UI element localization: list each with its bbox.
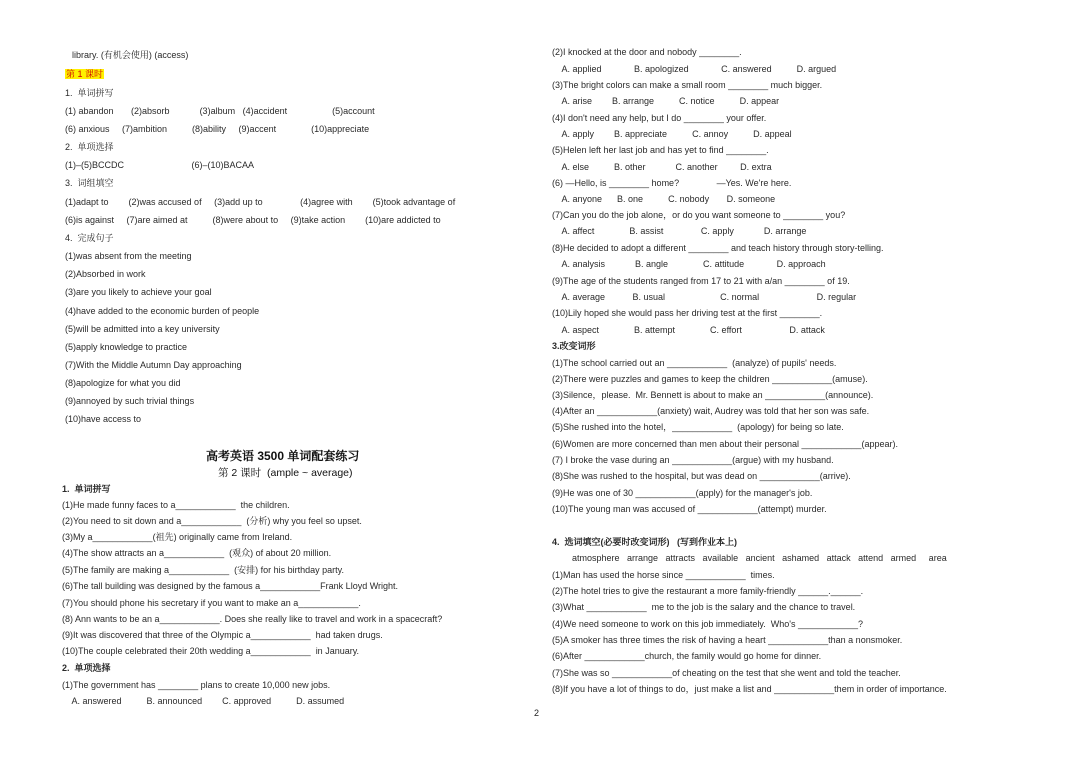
- question: (2)I knocked at the door and nobody ________.: [552, 47, 742, 57]
- question: (6)The tall building was designed by the famous a____________Frank Lloyd Wright.: [62, 581, 399, 591]
- options: A. analysis B. angle C. attitude D. approach: [552, 259, 826, 269]
- options: A. applied B. apologized C. answered D. argued: [552, 64, 837, 74]
- right-column: [540, 0, 1080, 763]
- section-heading: 1. 单词拼写: [65, 88, 114, 98]
- options: A. average B. usual C. normal D. regular: [552, 292, 857, 302]
- options: A. answered B. announced C. approved D. assumed: [62, 696, 345, 706]
- text-line: library. (有机会使用) (access): [72, 50, 189, 60]
- question: (7)Can you do the job alone，or do you want someone to ________ you?: [552, 210, 846, 220]
- question: (10)The young man was accused of ____________(attempt) murder.: [552, 504, 827, 514]
- answer-line: (6)is against (7)are aimed at (8)were about to (9)take action (10)are addicted to: [65, 215, 441, 225]
- question: (9)He was one of 30 ____________(apply) for the manager's job.: [552, 488, 813, 498]
- question: (9)It was discovered that three of the Olympic a____________ had taken drugs.: [62, 630, 383, 640]
- question: (3)My a____________(祖先) originally came from Ireland.: [62, 532, 293, 542]
- answer-line: (6) anxious (7)ambition (8)ability (9)accent (10)appreciate: [65, 124, 370, 134]
- word-bank: atmosphere arrange attracts available ancient ashamed attack attend armed area: [572, 553, 947, 563]
- question: (7)She was so ____________of cheating on the test that she went and told the teacher.: [552, 668, 901, 678]
- answer-line: (3)are you likely to achieve your goal: [65, 287, 212, 297]
- answer-line: (2)Absorbed in work: [65, 269, 146, 279]
- section-heading: 3.改变词形: [552, 341, 596, 351]
- question: (8)She was rushed to the hospital, but was dead on ____________(arrive).: [552, 471, 851, 481]
- options: A. anyone B. one C. nobody D. someone: [552, 194, 776, 204]
- answer-line: (4)have added to the economic burden of people: [65, 306, 260, 316]
- question: (5)The family are making a____________ (安排) for his birthday party.: [62, 565, 344, 575]
- question: (3)Silence，please. Mr. Bennett is about to make an ____________(announce).: [552, 390, 874, 400]
- question: (2)The hotel tries to give the restaurant a more family-friendly ______.______.: [552, 586, 864, 596]
- options: A. else B. other C. another D. extra: [552, 162, 772, 172]
- page-title: 高考英语 3500 单词配套练习: [206, 449, 360, 463]
- question: (8)He decided to adopt a different ________ and teach history through story-telling.: [552, 243, 884, 253]
- answer-line: (1)–(5)BCCDC (6)–(10)BACAA: [65, 160, 255, 170]
- question: (5)A smoker has three times the risk of having a heart ____________than a nonsmoker.: [552, 635, 903, 645]
- answer-line: (8)apologize for what you did: [65, 378, 181, 388]
- lesson-1-heading: [65, 69, 104, 80]
- question: (7)You should phone his secretary if you want to make an a____________.: [62, 598, 361, 608]
- section-heading: 1. 单词拼写: [62, 484, 111, 494]
- question: (9)The age of the students ranged from 17 to 21 with a/an ________ of 19.: [552, 276, 850, 286]
- question: (6)Women are more concerned than men about their personal ____________(appear).: [552, 439, 899, 449]
- question: (5)She rushed into the hotel，____________ (apology) for being so late.: [552, 422, 844, 432]
- section-heading: 2. 单项选择: [65, 142, 114, 152]
- answer-line: (5)apply knowledge to practice: [65, 342, 188, 352]
- question: (4)After an ____________(anxiety) wait, Audrey was told that her son was safe.: [552, 406, 870, 416]
- question: (10)Lily hoped she would pass her driving test at the first ________.: [552, 308, 823, 318]
- question: (8) Ann wants to be an a____________. Does she really like to travel and work in a spacecraft?: [62, 614, 443, 624]
- question: (4)We need someone to work on this job immediately. Who's ____________?: [552, 619, 864, 629]
- options: A. arise B. arrange C. notice D. appear: [552, 96, 780, 106]
- question: (2)There were puzzles and games to keep the children ____________(amuse).: [552, 374, 868, 384]
- answer-line: (5)will be admitted into a key university: [65, 324, 220, 334]
- question: (10)The couple celebrated their 20th wedding a____________ in January.: [62, 646, 360, 656]
- question: (1)He made funny faces to a____________ the children.: [62, 500, 290, 510]
- question: (3)The bright colors can make a small room ________ much bigger.: [552, 80, 823, 90]
- options: A. aspect B. attempt C. effort D. attack: [552, 325, 825, 335]
- section-heading: 4. 选词填空(必要时改变词形) (写到作业本上): [552, 537, 737, 547]
- question: (5)Helen left her last job and has yet to find ________.: [552, 145, 769, 155]
- answer-line: (10)have access to: [65, 414, 142, 424]
- question: (6) —Hello, is ________ home? —Yes. We're here.: [552, 178, 792, 188]
- options: A. affect B. assist C. apply D. arrange: [552, 226, 807, 236]
- question: (6)After ____________church, the family would go home for dinner.: [552, 651, 822, 661]
- question: (4)I don't need any help, but I do ________ your offer.: [552, 113, 767, 123]
- section-heading: 4. 完成句子: [65, 233, 114, 243]
- highlight: 第 1 课时: [66, 69, 104, 79]
- answer-line: (9)annoyed by such trivial things: [65, 396, 195, 406]
- section-heading: 2. 单项选择: [62, 663, 111, 673]
- answer-line: (1)adapt to (2)was accused of (3)add up to (4)agree with (5)took advantage of: [65, 197, 456, 207]
- question: (1)The government has ________ plans to create 10,000 new jobs.: [62, 680, 331, 690]
- answer-line: (1) abandon (2)absorb (3)album (4)accident (5)account: [65, 106, 375, 116]
- options: A. apply B. appreciate C. annoy D. appeal: [552, 129, 792, 139]
- question: (3)What ____________ me to the job is the salary and the chance to travel.: [552, 602, 856, 612]
- answer-line: (7)With the Middle Autumn Day approaching: [65, 360, 242, 370]
- lesson-subtitle: 第 2 课时 (ample ~ average): [218, 467, 353, 479]
- question: (7) I broke the vase during an ____________(argue) with my husband.: [552, 455, 834, 465]
- question: (4)The show attracts an a____________ (观众) of about 20 million.: [62, 548, 332, 558]
- question: (2)You need to sit down and a____________ (分析) why you feel so upset.: [62, 516, 362, 526]
- question: (8)If you have a lot of things to do，just make a list and ____________them in order of importance.: [552, 684, 947, 694]
- answer-line: (1)was absent from the meeting: [65, 251, 192, 261]
- question: (1)Man has used the horse since ____________ times.: [552, 570, 775, 580]
- question: (1)The school carried out an ____________ (analyze) of pupils' needs.: [552, 358, 837, 368]
- page-number: 2: [534, 708, 540, 718]
- section-heading: 3. 词组填空: [65, 178, 114, 188]
